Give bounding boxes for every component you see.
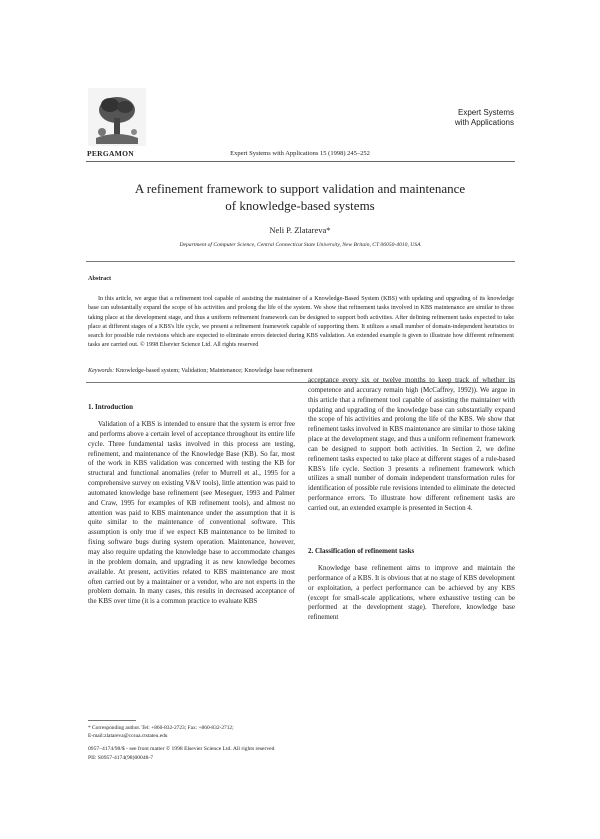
issn-info <box>88 745 274 762</box>
section2-paragraph: Knowledge base refinement aims to improve and maintain the performance of a KBS. It is obvious that at no stage of KBS development or exploitation, a perfect performance can be achieved by any KBS (except for small-scale applications, where exhaustive testing can be performed at the development stage). Therefore, knowledge base refinement <box>308 564 515 622</box>
section-heading-introduction: 1. Introduction <box>88 403 133 411</box>
section-heading-classification: 2. Classification of refinement tasks <box>308 547 415 555</box>
abstract-text: In this article, we argue that a refinement tool capable of assisting the maintainer of a Knowledge-Based System (KBS) with updating and upgrading of its knowledge base can substantially expand the scope of his activities and prolong the life of the system. We show that refinement tasks involved in KBS maintenance are similar to those taking place at the development stage, and thus a uniform refinement framework can be designed to support both activities. After defining refinement tasks expected to take place at different stages of a KBS's life cycle, we present a refinement framework capable of supporting them. It utilizes a small number of domain-independent heuristics to search for possible rule revisions which are expected to eliminate errors detected during KBS validation. An extended example is given to illustrate how different refinement tasks are carried out. © 1998 Elsevier Science Ltd. All rights reserved <box>88 296 514 349</box>
pii-line: PII: S0957-4174(98)00048-7 <box>88 754 154 761</box>
intro-paragraph: Validation of a KBS is intended to ensure that the system is error free and performs above a certain level of acceptance throughout its entire life cycle. Three fundamental tasks involved in this process are testing, refinement, and maintenance of the Knowledge Base (KB). So far, most of the work in KBS validation was concerned with testing the KB for structural and functional anomalies (refer to Murrell et al., 1995 for a comprehensive survey on existing V&V tools), little attention was paid to automated knowledge base refinement (see Meseguer, 1993 and Palmer and Craw, 1995 for examples of KB refinement tools), and almost no attention was paid to KBS maintenance under the assumption that it is quite similar to the maintenance of conventional software. This assumption is only true if we expect KB maintenance to be limited to fixing software bugs during system operation. Maintenance, however, may also require updating the knowledge base to accommodate changes in the problem domain, and upgrading it as new knowledge becomes available. At present, activities related to KBS maintenance are most often carried out by a maintainer or a vendor, who are not experts in the problem domain. In many cases, this results in decreased acceptance of the KBS over time (it is a common practice to evaluate KBS <box>88 420 295 606</box>
intro-paragraph-continued: acceptance every six or twelve months to keep track of whether its competence and accuracy remain high (McCaffrey, 1992)). We argue in this article that a refinement tool capable of assisting the maintainer with updating and upgrading of the knowledge base can substantially expand the scope of his activities and prolong the life of the KBS. We show that refinement tasks involved in KBS maintenance are similar to those taking place at the development stage, and thus a uniform refinement framework can be designed to support both activities. In Section 2, we define refinement tasks expected to take place at different stages of a rule-based KBS's life cycle. Section 3 presents a refinement framework which utilizes a small number of domain independent transformation rules for identification of possible rule revisions intended to eliminate the detected performance errors. To illustrate how different refinement tasks are carried out, an extended example is presented in Section 4. <box>308 376 515 512</box>
title-line2: of knowledge-based systems <box>225 198 375 213</box>
journal-name-line2: with Applications <box>454 118 514 127</box>
author-name: Neli P. Zlatareva* <box>269 225 331 235</box>
left-column-text <box>88 420 295 607</box>
issn-line: 0957–4174/98/$ - see front matter © 1998 Elsevier Science Ltd. All rights reserved <box>88 746 275 752</box>
right-column-text <box>308 376 515 514</box>
elsevier-tree-logo-icon <box>88 88 146 146</box>
footnote-divider <box>88 720 136 721</box>
author-affiliation: Department of Computer Science, Central Connecticut State University, New Britain, CT 06050-4010, USA <box>179 242 421 248</box>
abstract-heading: Abstract <box>88 275 112 282</box>
header-divider <box>86 161 515 162</box>
footnote-contact: * Corresponding author. Tel: +860-832-2723; Fax: +860-832-2712; <box>88 725 234 731</box>
journal-name-line1: Expert Systems <box>457 108 514 117</box>
title-line1: A refinement framework to support validation and maintenance <box>134 181 466 196</box>
keywords <box>88 368 514 374</box>
section2-text <box>308 564 515 623</box>
article-title <box>0 180 600 214</box>
publisher-name: PERGAMON <box>87 149 134 158</box>
footnote-email: E-mail:zlatareva@ccsua.ctstateu.edu <box>88 733 168 739</box>
journal-reference: Expert Systems with Applications 15 (1998) 245–252 <box>230 150 370 157</box>
keywords-label: Keywords: <box>88 368 115 374</box>
keywords-list: Knowledge-based system; Validation; Maintenance; Knowledge base refinement <box>115 368 313 374</box>
abstract-top-divider <box>86 261 515 262</box>
footnote <box>88 724 298 740</box>
journal-name <box>430 108 514 142</box>
